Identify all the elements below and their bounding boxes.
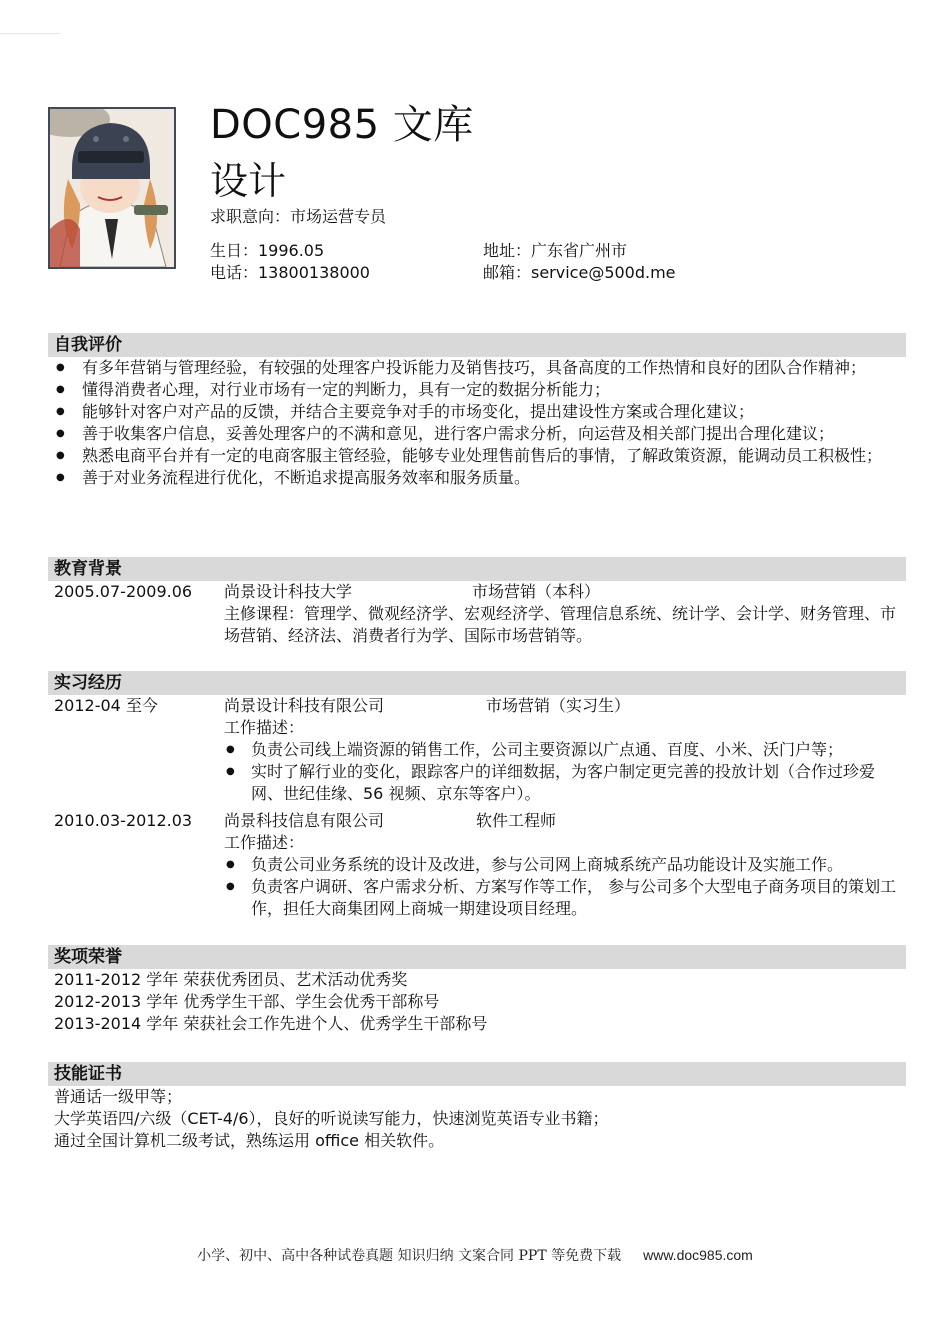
award-item: 2012-2013 学年 优秀学生干部、学生会优秀干部称号 xyxy=(54,992,440,1011)
profile-photo xyxy=(48,107,176,269)
list-item: ● 负责公司业务系统的设计及改进，参与公司网上商城系统产品功能设计及实施工作。 xyxy=(224,854,906,876)
job-intent: 求职意向：市场运营专员 xyxy=(210,207,387,226)
birth-date: 生日：1996.05 xyxy=(210,241,325,260)
list-item: ● 能够针对客户对产品的反馈，并结合主要竞争对手的市场变化，提出建设性方案或合理化建议； xyxy=(48,401,906,423)
education-date: 2005.07-2009.06 xyxy=(54,582,193,601)
award-item: 2011-2012 学年 荣获优秀团员、艺术活动优秀奖 xyxy=(54,970,408,989)
desc-label: 工作描述： xyxy=(224,833,305,852)
candidate-name: DOC985 文库 xyxy=(210,102,474,148)
job-entry xyxy=(48,810,906,920)
phone-number: 电话：13800138000 xyxy=(210,263,370,282)
education-entry xyxy=(48,581,906,647)
education-section xyxy=(48,557,906,647)
self-eval-section xyxy=(48,333,906,489)
desc-label: 工作描述： xyxy=(224,718,305,737)
courses: 主修课程：管理学、微观经济学、宏观经济学、管理信息系统、统计学、会计学、财务管理、市场营销、经济法、消费者行为学、国际市场营销等。 xyxy=(224,604,897,645)
corner-mark xyxy=(0,33,60,34)
list-item: ● 善于收集客户信息，妥善处理客户的不满和意见，进行客户需求分析，向运营及相关部门提出合理化建议； xyxy=(48,423,906,445)
email: 邮箱：service@500d.me xyxy=(483,263,676,282)
list-item: ● 有多年营销与管理经验，有较强的处理客户投诉能力及销售技巧，具备高度的工作热情和良好的团队合作精神； xyxy=(48,357,906,379)
footer-text: 小学、初中、高中各种试卷真题 知识归纳 文案合同 PPT 等免费下载 xyxy=(197,1248,622,1264)
list-item: ● 懂得消费者心理，对行业市场有一定的判断力，具有一定的数据分析能力； xyxy=(48,379,906,401)
self-eval-list xyxy=(48,357,906,489)
avatar-illustration xyxy=(50,109,174,267)
list-item: ● 负责公司线上端资源的销售工作，公司主要资源以广点通、百度、小米、沃门户等； xyxy=(224,739,906,761)
internship-section xyxy=(48,671,906,920)
section-heading: 教育背景 xyxy=(48,557,906,581)
school-name: 尚景设计科技大学 xyxy=(224,582,353,601)
list-item: ● 熟悉电商平台并有一定的电商客服主管经验，能够专业处理售前售后的事情，了解政策资源，能调动员工积极性； xyxy=(48,445,906,467)
list-item: ● 实时了解行业的变化，跟踪客户的详细数据，为客户制定更完善的投放计划（合作过珍爱网、世纪佳缘、56 视频、京东等客户）。 xyxy=(224,761,906,805)
section-heading: 奖项荣誉 xyxy=(48,945,906,969)
major: 市场营销（本科） xyxy=(472,582,601,601)
skill-item: 大学英语四/六级（CET-4/6），良好的听说读写能力，快速浏览英语专业书籍； xyxy=(54,1109,609,1128)
job-role: 市场营销（实习生） xyxy=(486,696,631,715)
job-entry xyxy=(48,695,906,805)
skills-section xyxy=(48,1062,906,1152)
list-item: ● 负责客户调研、客户需求分析、方案写作等工作， 参与公司多个大型电子商务项目的策划工作，担任大商集团网上商城一期建设项目经理。 xyxy=(224,876,906,920)
list-item: ● 善于对业务流程进行优化，不断追求提高服务效率和服务质量。 xyxy=(48,467,906,489)
job-date: 2012-04 至今 xyxy=(54,696,158,715)
job-role: 软件工程师 xyxy=(476,811,557,830)
section-heading: 技能证书 xyxy=(48,1062,906,1086)
address: 地址：广东省广州市 xyxy=(483,241,628,260)
awards-section xyxy=(48,945,906,1035)
page-footer xyxy=(0,1245,950,1266)
skill-item: 通过全国计算机二级考试，熟练运用 office 相关软件。 xyxy=(54,1131,445,1150)
job-date: 2010.03-2012.03 xyxy=(54,811,193,830)
award-item: 2013-2014 学年 荣获社会工作先进个人、优秀学生干部称号 xyxy=(54,1014,488,1033)
skill-item: 普通话一级甲等； xyxy=(54,1087,183,1106)
resume-title: 设计 xyxy=(210,159,287,203)
section-heading: 实习经历 xyxy=(48,671,906,695)
section-heading: 自我评价 xyxy=(48,333,906,357)
company-name: 尚景科技信息有限公司 xyxy=(224,811,385,830)
company-name: 尚景设计科技有限公司 xyxy=(224,696,385,715)
footer-site-link[interactable]: www.doc985.com xyxy=(643,1247,753,1263)
